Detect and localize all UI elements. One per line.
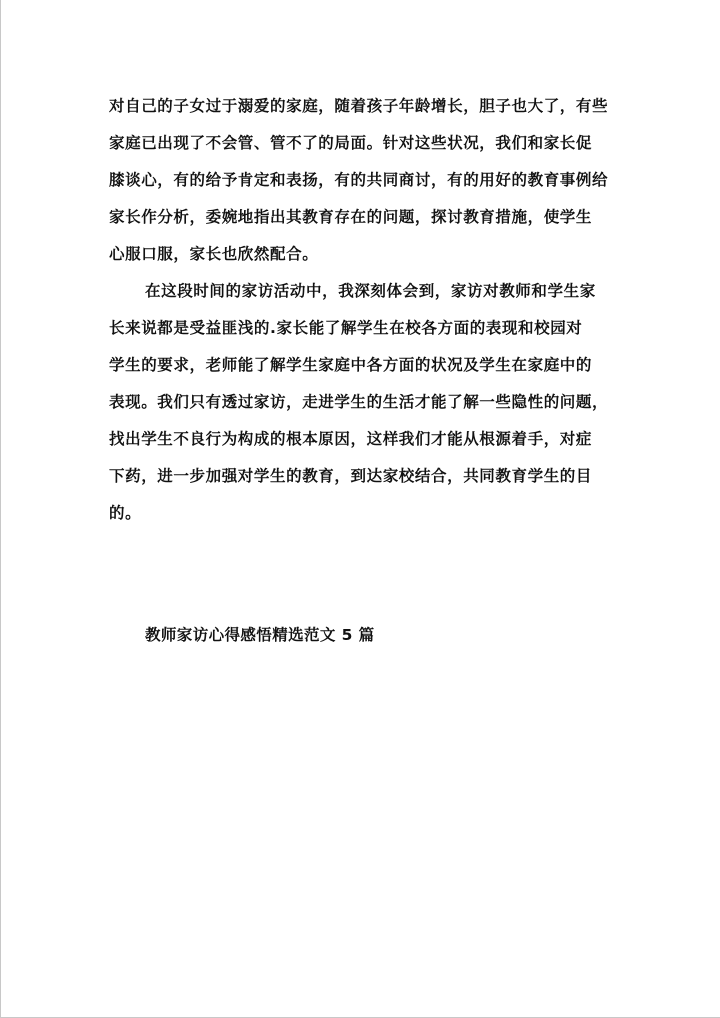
text-line: 的。: [109, 504, 142, 522]
text-line: 家庭已出现了不会管、管不了的局面。针对这些状况，我们和家长促: [109, 134, 593, 152]
text-line: 对自己的子女过于溺爱的家庭，随着孩子年龄增长，胆子也大了，有些: [109, 97, 609, 115]
text-line: 找出学生不良行为构成的根本原因，这样我们才能从根源着手，对症: [109, 430, 593, 448]
paragraph-1: [109, 88, 619, 273]
text-line: 膝谈心，有的给予肯定和表扬，有的共同商讨，有的用好的教育事例给: [109, 171, 609, 189]
text-line: 心服口服，家长也欣然配合。: [109, 245, 319, 263]
text-line: 下药，进一步加强对学生的教育，到达家校结合，共同教育学生的目: [109, 467, 593, 485]
text-line: 学生的要求，老师能了解学生家庭中各方面的状况及学生在家庭中的: [109, 356, 593, 374]
text-line: 在这段时间的家访活动中，我深刻体会到，家访对教师和学生家: [145, 282, 596, 300]
section-heading: 教师家访心得感悟精选范文 5 篇: [145, 626, 375, 644]
body-text: [109, 88, 619, 532]
text-line: 表现。我们只有透过家访，走进学生的生活才能了解一些隐性的问题，: [109, 393, 609, 411]
text-line: 长来说都是受益匪浅的.家长能了解学生在校各方面的表现和校园对: [109, 319, 583, 337]
paragraph-2: [109, 273, 619, 532]
text-line: 家长作分析，委婉地指出其教育存在的问题，探讨教育措施，使学生: [109, 208, 593, 226]
